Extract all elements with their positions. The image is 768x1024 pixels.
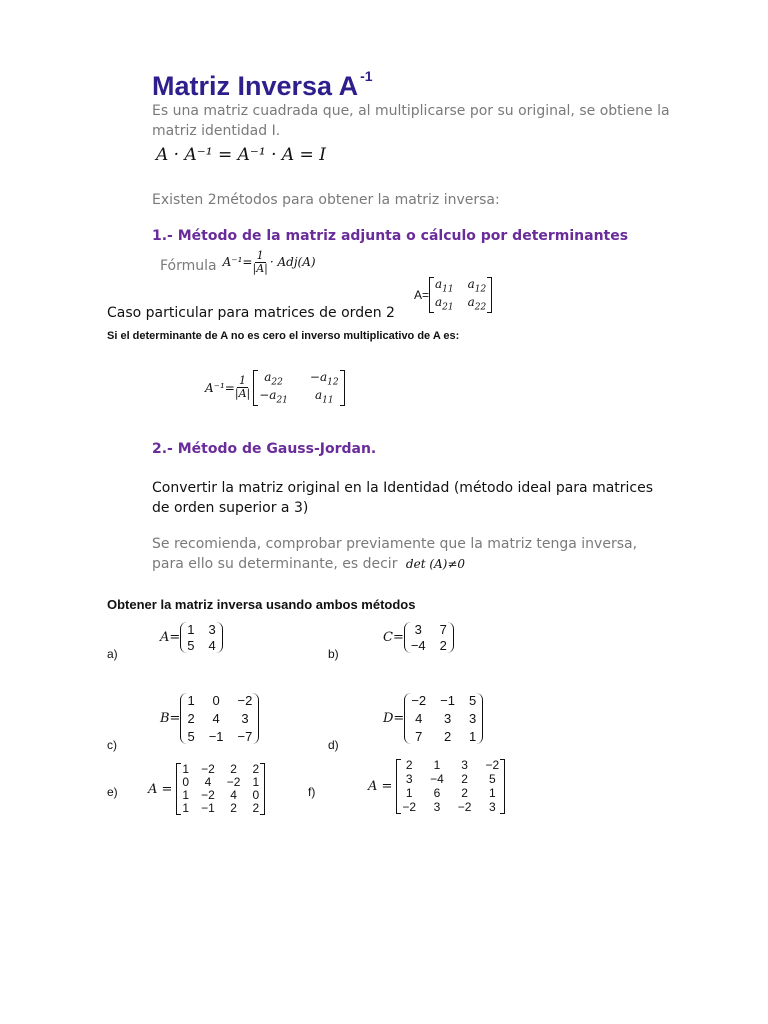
matrix-cell: 3 <box>208 622 216 637</box>
matrix-cell: 3 <box>433 800 441 814</box>
exercise-a <box>160 622 223 653</box>
matrix-cell: −1 <box>201 801 215 815</box>
determinant-note: Si el determinante de A no es cero el inverso multiplicativo de A es: <box>107 330 460 342</box>
matrix-cell: 1 <box>252 775 260 789</box>
matrix-cell: 0 <box>212 693 220 708</box>
exercise-label-e: e) <box>107 785 118 799</box>
exercise-c <box>160 693 259 744</box>
matrix-cell: 4 <box>204 775 212 789</box>
formula-rhs: · Adj(A) <box>269 255 316 269</box>
matrix-cell: −1 <box>440 693 455 708</box>
formula-label: Fórmula <box>160 258 217 274</box>
matrix-a <box>429 277 492 313</box>
matrix-cell: 0 <box>252 788 260 802</box>
matrix-cell: 3 <box>241 711 249 726</box>
matrix-cell: 1 <box>488 786 496 800</box>
matrix-cell: 1 <box>405 786 413 800</box>
matrix-cell: $-a_{21}$ <box>259 388 288 406</box>
matrix-cell: 3 <box>414 622 422 637</box>
matrix-cell: −2 <box>411 693 427 708</box>
matrix-cell: 3 <box>405 772 413 786</box>
fraction-denominator: |A| <box>234 387 251 401</box>
determinant-condition: det (A)≠0 <box>405 557 466 571</box>
matrix-cell: −4 <box>410 638 426 653</box>
matrix-d-values <box>404 693 483 744</box>
matrix-cell: 4 <box>212 711 220 726</box>
matrix-name: C= <box>383 630 404 645</box>
matrix-cell: 3 <box>488 800 496 814</box>
matrix-cell: 2 <box>461 772 468 786</box>
matrix-cell: 3 <box>461 758 468 772</box>
matrix-cell: −7 <box>237 729 253 744</box>
matrix-cell: $a_{11}$ <box>314 388 334 406</box>
matrix-cell: 4 <box>230 788 237 802</box>
matrix-cell: −4 <box>430 772 444 786</box>
matrix-lhs: A= <box>414 287 430 302</box>
matrix-cell: 6 <box>433 786 441 800</box>
matrix-cell: 3 <box>468 711 477 726</box>
identity-formula: A · A⁻¹ = A⁻¹ · A = I <box>156 145 326 165</box>
matrix-cell: 1 <box>182 788 190 802</box>
matrix-cell: 5 <box>187 729 195 744</box>
general-matrix <box>414 277 492 313</box>
matrix-a-values <box>180 622 222 653</box>
exercise-label-a: a) <box>107 647 118 661</box>
matrix-cell: $-a_{12}$ <box>309 370 339 388</box>
matrix-cell: 7 <box>439 622 447 637</box>
matrix-name: B= <box>160 711 181 726</box>
matrix-cell: −2 <box>226 775 241 789</box>
inverse-matrix <box>253 370 344 406</box>
methods-intro: Existen 2métodos para obtener la matriz inversa: <box>152 192 500 208</box>
matrix-cell: $a_{22}$ <box>467 295 487 313</box>
matrix-cell: 2 <box>461 786 468 800</box>
exercise-label-f: f) <box>308 785 316 799</box>
matrix-cell: $a_{21}$ <box>435 295 454 313</box>
fraction-denominator: |A| <box>252 261 268 275</box>
exercise-label-d: d) <box>328 738 339 752</box>
matrix-cell: 2 <box>405 758 413 772</box>
matrix-cell: 4 <box>415 711 423 726</box>
matrix-cell: 2 <box>230 762 237 776</box>
inverse-fraction <box>235 375 250 400</box>
inverse-2x2-formula <box>205 370 345 406</box>
matrix-cell: 1 <box>187 622 195 637</box>
matrix-cell: −2 <box>201 762 215 776</box>
matrix-cell: $a_{22}$ <box>264 370 283 388</box>
formula-fraction <box>252 250 267 275</box>
exercise-d <box>383 693 483 744</box>
method2-description: Convertir la matriz original en la Identidad (método ideal para matrices de orden superior a 3) <box>152 480 654 516</box>
matrix-cell: 5 <box>187 638 195 653</box>
matrix-name: D= <box>383 711 405 726</box>
matrix-cell: −2 <box>402 800 417 814</box>
matrix-cell: 5 <box>488 772 496 786</box>
matrix-cell: 4 <box>208 638 216 653</box>
matrix-cell: 5 <box>468 693 477 708</box>
matrix-cell: −1 <box>208 729 224 744</box>
matrix-cell: 0 <box>182 775 190 789</box>
matrix-cell: $a_{11}$ <box>435 277 454 295</box>
matrix-e-values <box>176 763 265 815</box>
matrix-cell: 1 <box>468 729 477 744</box>
case-text: Caso particular para matrices de orden 2 <box>107 305 395 321</box>
matrix-cell: 1 <box>433 758 441 772</box>
definition-text: Es una matriz cuadrada que, al multiplicarse por su original, se obtiene la matriz identidad I. <box>152 103 670 139</box>
matrix-cell: 2 <box>230 801 237 815</box>
matrix-cell: 2 <box>187 711 195 726</box>
formula-lhs: A⁻¹= <box>222 255 253 269</box>
matrix-name: A = <box>148 781 173 797</box>
exercise-f <box>368 759 505 814</box>
matrix-cell: 2 <box>252 762 260 776</box>
matrix-cell: 2 <box>443 729 452 744</box>
matrix-cell: 2 <box>439 638 447 653</box>
matrix-name: A = <box>368 779 393 794</box>
inverse-lhs: A⁻¹= <box>205 380 235 395</box>
matrix-cell: 3 <box>443 711 452 726</box>
matrix-cell: 1 <box>182 801 190 815</box>
matrix-b-values <box>180 693 259 744</box>
matrix-cell: $a_{12}$ <box>467 277 487 295</box>
matrix-cell: −2 <box>485 758 500 772</box>
matrix-cell: −2 <box>457 800 472 814</box>
matrix-cell: 2 <box>252 801 260 815</box>
matrix-cell: 1 <box>187 693 195 708</box>
title-superscript: -1 <box>360 68 373 84</box>
matrix-name: A= <box>160 630 181 645</box>
fraction-numerator: 1 <box>256 248 264 262</box>
exercise-b <box>383 622 454 653</box>
method1-formula <box>160 248 316 276</box>
matrix-cell: −2 <box>237 693 253 708</box>
matrix-c-values <box>404 622 454 653</box>
page-title: Matriz Inversa A $^{-1}$ <box>152 68 373 101</box>
method2-heading: 2.- Método de Gauss-Jordan. <box>152 441 377 457</box>
exercise-label-b: b) <box>328 647 339 661</box>
matrix-f-values <box>396 759 505 814</box>
exercise-e <box>148 763 265 815</box>
fraction-numerator: 1 <box>239 374 247 388</box>
matrix-cell: 7 <box>415 729 423 744</box>
matrix-cell: 1 <box>182 762 190 776</box>
method2-recommendation: Se recomienda, comprobar previamente que la matriz tenga inversa, para ello su determinante, es decir det (A)≠0 <box>152 536 638 572</box>
matrix-cell: −2 <box>201 788 215 802</box>
exercises-heading: Obtener la matriz inversa usando ambos métodos <box>107 597 416 612</box>
method1-heading: 1.- Método de la matriz adjunta o cálculo por determinantes <box>152 228 629 244</box>
exercise-label-c: c) <box>107 738 117 752</box>
